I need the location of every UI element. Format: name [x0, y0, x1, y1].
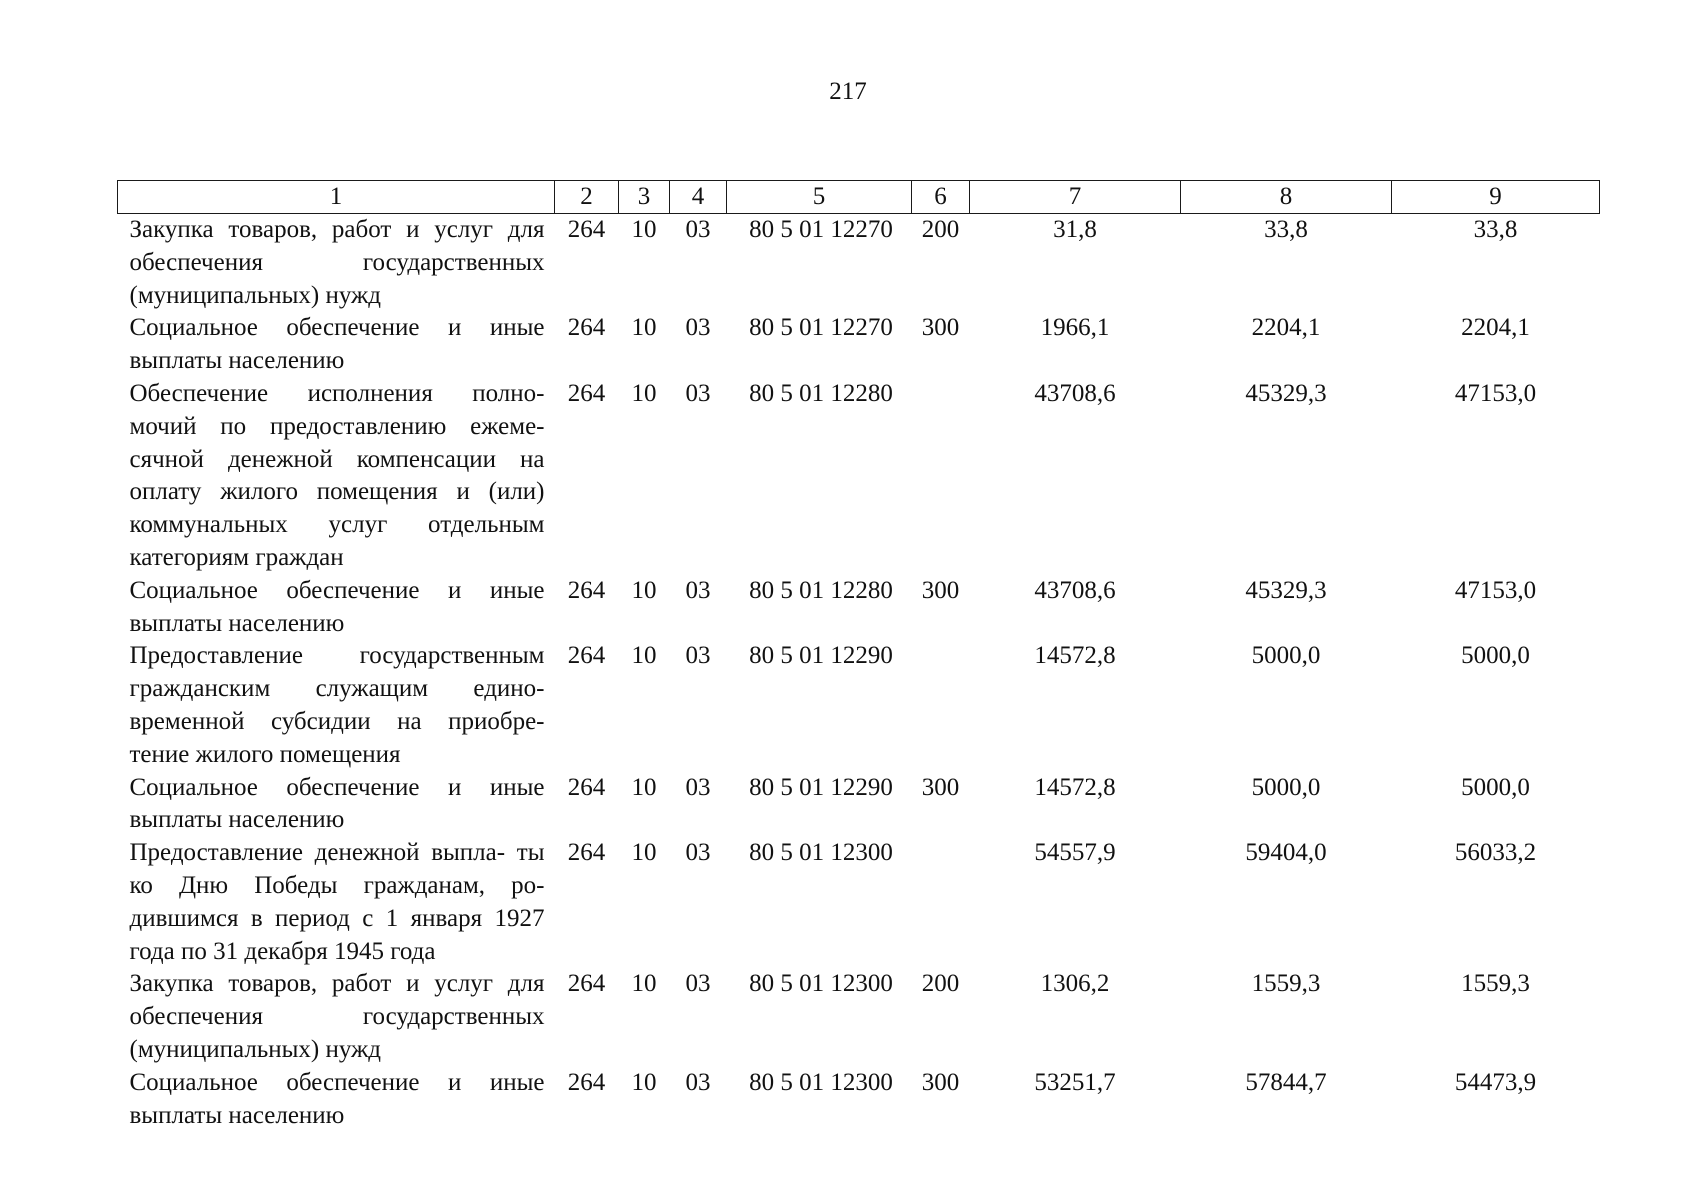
cell-col-5: 80 5 01 12280 [749, 576, 893, 604]
table-row [118, 640, 1600, 771]
header-row [118, 181, 1600, 214]
row-name: Закупка товаров, работ и услуг для обеспечения государственных (муниципальных) нужд [129, 970, 545, 1063]
header-col-2: 2 [555, 181, 619, 214]
cell-col-7: 43708,6 [1034, 379, 1116, 407]
cell-col-5: 80 5 01 12280 [749, 379, 893, 407]
header-col-5: 5 [727, 181, 912, 214]
cell-col-6: 300 [921, 773, 960, 801]
cell-col-7: 43708,6 [1034, 576, 1116, 604]
cell-col-8: 45329,3 [1245, 379, 1327, 407]
cell-col-8: 33,8 [1264, 216, 1308, 243]
table-row [118, 837, 1600, 968]
cell-col-7: 1966,1 [1040, 314, 1110, 342]
row-name: Обеспечение исполнения полно- мочий по предоставлению ежеме- сячной денежной компенсации на оплату жилого помещения и (или) коммунальных услуг отдельным категориям граждан [129, 379, 545, 571]
cell-col-7: 54557,9 [1034, 839, 1116, 867]
page-number: 217 [829, 78, 867, 105]
cell-col-9: 56033,2 [1454, 839, 1537, 867]
cell-col-7: 31,8 [1053, 216, 1097, 243]
cell-col-9: 2204,1 [1461, 314, 1530, 342]
cell-col-3: 10 [631, 216, 657, 243]
cell-col-6 [912, 640, 970, 771]
cell-col-5: 80 5 01 12290 [749, 642, 893, 670]
cell-col-2: 264 [567, 576, 606, 604]
cell-col-9: 47153,0 [1454, 379, 1537, 407]
cell-col-4: 03 [685, 642, 711, 670]
cell-col-4: 03 [685, 576, 711, 604]
cell-col-3: 10 [631, 1068, 657, 1096]
table-body [118, 214, 1600, 1133]
cell-col-8: 2204,1 [1251, 314, 1321, 342]
cell-col-7: 14572,8 [1034, 642, 1116, 670]
cell-col-3: 10 [631, 314, 657, 342]
cell-col-2: 264 [567, 216, 606, 243]
table-row [118, 1067, 1600, 1133]
header-col-7: 7 [970, 181, 1181, 214]
cell-col-8: 57844,7 [1245, 1068, 1327, 1096]
row-name: Закупка товаров, работ и услуг для обеспечения государственных (муниципальных) нужд [129, 216, 545, 309]
cell-col-3: 10 [631, 576, 657, 604]
cell-col-6: 300 [921, 1068, 960, 1096]
cell-col-3: 10 [631, 773, 657, 801]
table-row [118, 378, 1600, 575]
header-col-9: 9 [1392, 181, 1600, 214]
cell-col-3: 10 [631, 970, 657, 998]
row-name: Социальное обеспечение и иные выплаты населению [129, 1068, 545, 1129]
cell-col-2: 264 [567, 379, 606, 407]
header-col-6: 6 [912, 181, 970, 214]
cell-col-8: 5000,0 [1251, 642, 1321, 670]
row-name: Социальное обеспечение и иные выплаты населению [129, 314, 545, 375]
cell-col-4: 03 [685, 379, 711, 407]
cell-col-2: 264 [567, 314, 606, 342]
cell-col-6 [912, 378, 970, 575]
cell-col-6 [912, 837, 970, 968]
cell-col-6: 200 [921, 970, 960, 998]
cell-col-3: 10 [631, 839, 657, 867]
cell-col-9: 5000,0 [1461, 642, 1530, 670]
cell-col-9: 33,8 [1473, 216, 1518, 243]
cell-col-4: 03 [685, 314, 711, 342]
cell-col-4: 03 [685, 839, 711, 867]
header-col-4: 4 [670, 181, 727, 214]
cell-col-2: 264 [567, 642, 606, 670]
cell-col-8: 1559,3 [1251, 970, 1321, 998]
cell-col-8: 45329,3 [1245, 576, 1327, 604]
budget-table [117, 180, 1600, 1132]
cell-col-7: 1306,2 [1040, 970, 1110, 998]
row-name: Социальное обеспечение и иные выплаты населению [129, 576, 545, 637]
cell-col-6: 300 [921, 576, 960, 604]
table-header [118, 181, 1600, 214]
cell-col-2: 264 [567, 1068, 606, 1096]
cell-col-9: 47153,0 [1454, 576, 1537, 604]
header-col-1: 1 [118, 181, 555, 214]
cell-col-5: 80 5 01 12270 [749, 314, 893, 342]
cell-col-4: 03 [685, 1068, 711, 1096]
cell-col-6: 300 [921, 314, 960, 342]
cell-col-5: 80 5 01 12290 [749, 773, 893, 801]
cell-col-2: 264 [567, 970, 606, 998]
row-name: Предоставление государственным гражданским служащим едино- временной субсидии на приобре- тение жилого помещения [129, 642, 545, 768]
row-name: Предоставление денежной выпла- ты ко Дню Победы гражданам, ро- дившимся в период с 1 января 1927 года по 31 декабря 1945 года [129, 839, 545, 965]
cell-col-7: 14572,8 [1034, 773, 1116, 801]
cell-col-9: 1559,3 [1461, 970, 1530, 998]
cell-col-6: 200 [921, 216, 960, 243]
cell-col-5: 80 5 01 12300 [749, 970, 893, 998]
table-row [118, 968, 1600, 1066]
cell-col-9: 54473,9 [1454, 1068, 1537, 1096]
cell-col-5: 80 5 01 12300 [749, 1068, 893, 1096]
cell-col-5: 80 5 01 12300 [749, 839, 893, 867]
cell-col-8: 59404,0 [1245, 839, 1327, 867]
cell-col-9: 5000,0 [1461, 773, 1530, 801]
header-col-3: 3 [619, 181, 670, 214]
cell-col-2: 264 [567, 773, 606, 801]
header-col-8: 8 [1181, 181, 1392, 214]
row-name: Социальное обеспечение и иные выплаты населению [129, 773, 545, 834]
table-row [118, 312, 1600, 378]
table-row [118, 772, 1600, 838]
cell-col-2: 264 [567, 839, 606, 867]
table-row [118, 575, 1600, 641]
cell-col-7: 53251,7 [1034, 1068, 1116, 1096]
table-row [118, 214, 1600, 313]
cell-col-4: 03 [685, 216, 711, 243]
cell-col-8: 5000,0 [1251, 773, 1321, 801]
cell-col-4: 03 [685, 970, 711, 998]
cell-col-3: 10 [631, 642, 657, 670]
cell-col-5: 80 5 01 12270 [749, 216, 893, 243]
cell-col-4: 03 [685, 773, 711, 801]
cell-col-3: 10 [631, 379, 657, 407]
